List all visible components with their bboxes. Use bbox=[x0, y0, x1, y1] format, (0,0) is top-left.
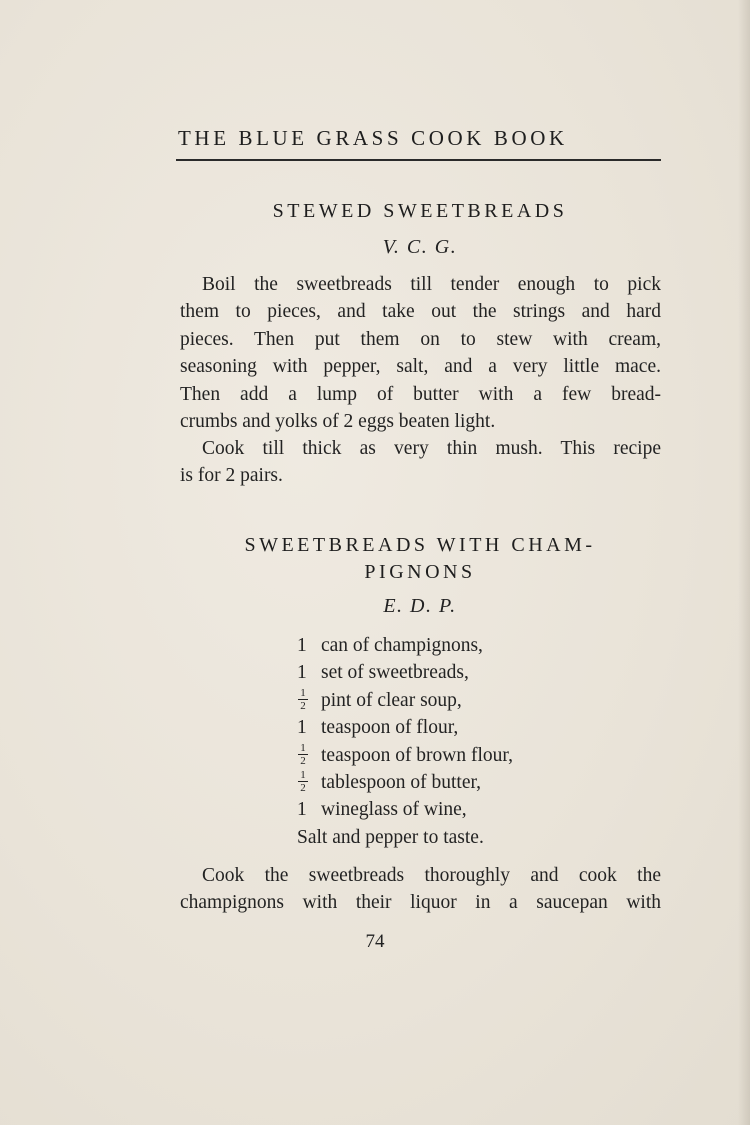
header-rule bbox=[176, 159, 661, 161]
ingredient-item bbox=[297, 659, 513, 686]
text-line: crumbs and yolks of 2 eggs beaten light. bbox=[180, 411, 496, 433]
ingredient-text: tablespoon of butter, bbox=[321, 772, 482, 794]
ingredient-quantity bbox=[297, 769, 321, 796]
page-edge-shadow bbox=[738, 0, 750, 1125]
ingredient-quantity: 1 bbox=[297, 635, 307, 656]
ingredient-text: set of sweetbreads, bbox=[321, 662, 469, 684]
ingredient-text: teaspoon of brown flour, bbox=[321, 744, 514, 766]
text-line: Then add a lump of butter with a few bread- bbox=[180, 383, 661, 405]
text-line: Cook the sweetbreads thoroughly and cook the bbox=[202, 865, 661, 886]
recipe-paragraph bbox=[180, 862, 661, 917]
ingredient-item bbox=[297, 742, 513, 769]
text-line: Boil the sweetbreads till tender enough to pick bbox=[202, 274, 661, 295]
text-line: pieces. Then put them on to stew with cream, bbox=[180, 328, 661, 350]
ingredient-item bbox=[297, 769, 513, 796]
ingredient-item bbox=[297, 714, 513, 741]
recipe-title-line: SWEETBREADS WITH CHAM- bbox=[244, 534, 596, 556]
text-line: seasoning with pepper, salt, and a very little mace. bbox=[180, 356, 661, 378]
text-line: them to pieces, and take out the strings and hard bbox=[180, 301, 661, 323]
recipe-title-line: PIGNONS bbox=[364, 561, 476, 583]
ingredient-quantity: 1 bbox=[297, 799, 307, 821]
recipe-author: V. C. G. bbox=[382, 236, 458, 258]
fraction: $\frac{1}{2}$ bbox=[297, 688, 309, 711]
running-head: THE BLUE GRASS COOK BOOK bbox=[178, 126, 568, 150]
text-line: is for 2 pairs. bbox=[180, 465, 283, 487]
ingredient-text: can of champignons, bbox=[321, 635, 483, 656]
ingredient-quantity bbox=[297, 687, 321, 714]
ingredient-item bbox=[297, 687, 513, 714]
text-line: Cook till thick as very thin mush. This recipe bbox=[202, 438, 661, 459]
ingredient-item bbox=[297, 632, 513, 659]
recipe-paragraph bbox=[180, 271, 661, 435]
ingredient-item bbox=[297, 796, 513, 823]
ingredient-text: wineglass of wine, bbox=[321, 799, 467, 821]
ingredient-item bbox=[297, 824, 513, 851]
text-line: champignons with their liquor in a saucepan with bbox=[180, 892, 661, 914]
recipe-author: E. D. P. bbox=[383, 595, 457, 617]
fraction: $\frac{1}{2}$ bbox=[297, 770, 309, 793]
page-number: 74 bbox=[365, 931, 385, 952]
ingredient-text: Salt and pepper to taste. bbox=[297, 826, 484, 848]
fraction: $\frac{1}{2}$ bbox=[297, 743, 309, 766]
ingredient-quantity bbox=[297, 742, 321, 769]
ingredient-quantity: 1 bbox=[297, 717, 307, 739]
recipe-title: STEWED SWEETBREADS bbox=[272, 200, 568, 222]
ingredient-list bbox=[297, 632, 513, 851]
ingredient-quantity: 1 bbox=[297, 662, 307, 684]
ingredient-text: teaspoon of flour, bbox=[321, 717, 459, 739]
recipe-paragraph bbox=[180, 435, 661, 490]
ingredient-text: pint of clear soup, bbox=[321, 689, 462, 711]
